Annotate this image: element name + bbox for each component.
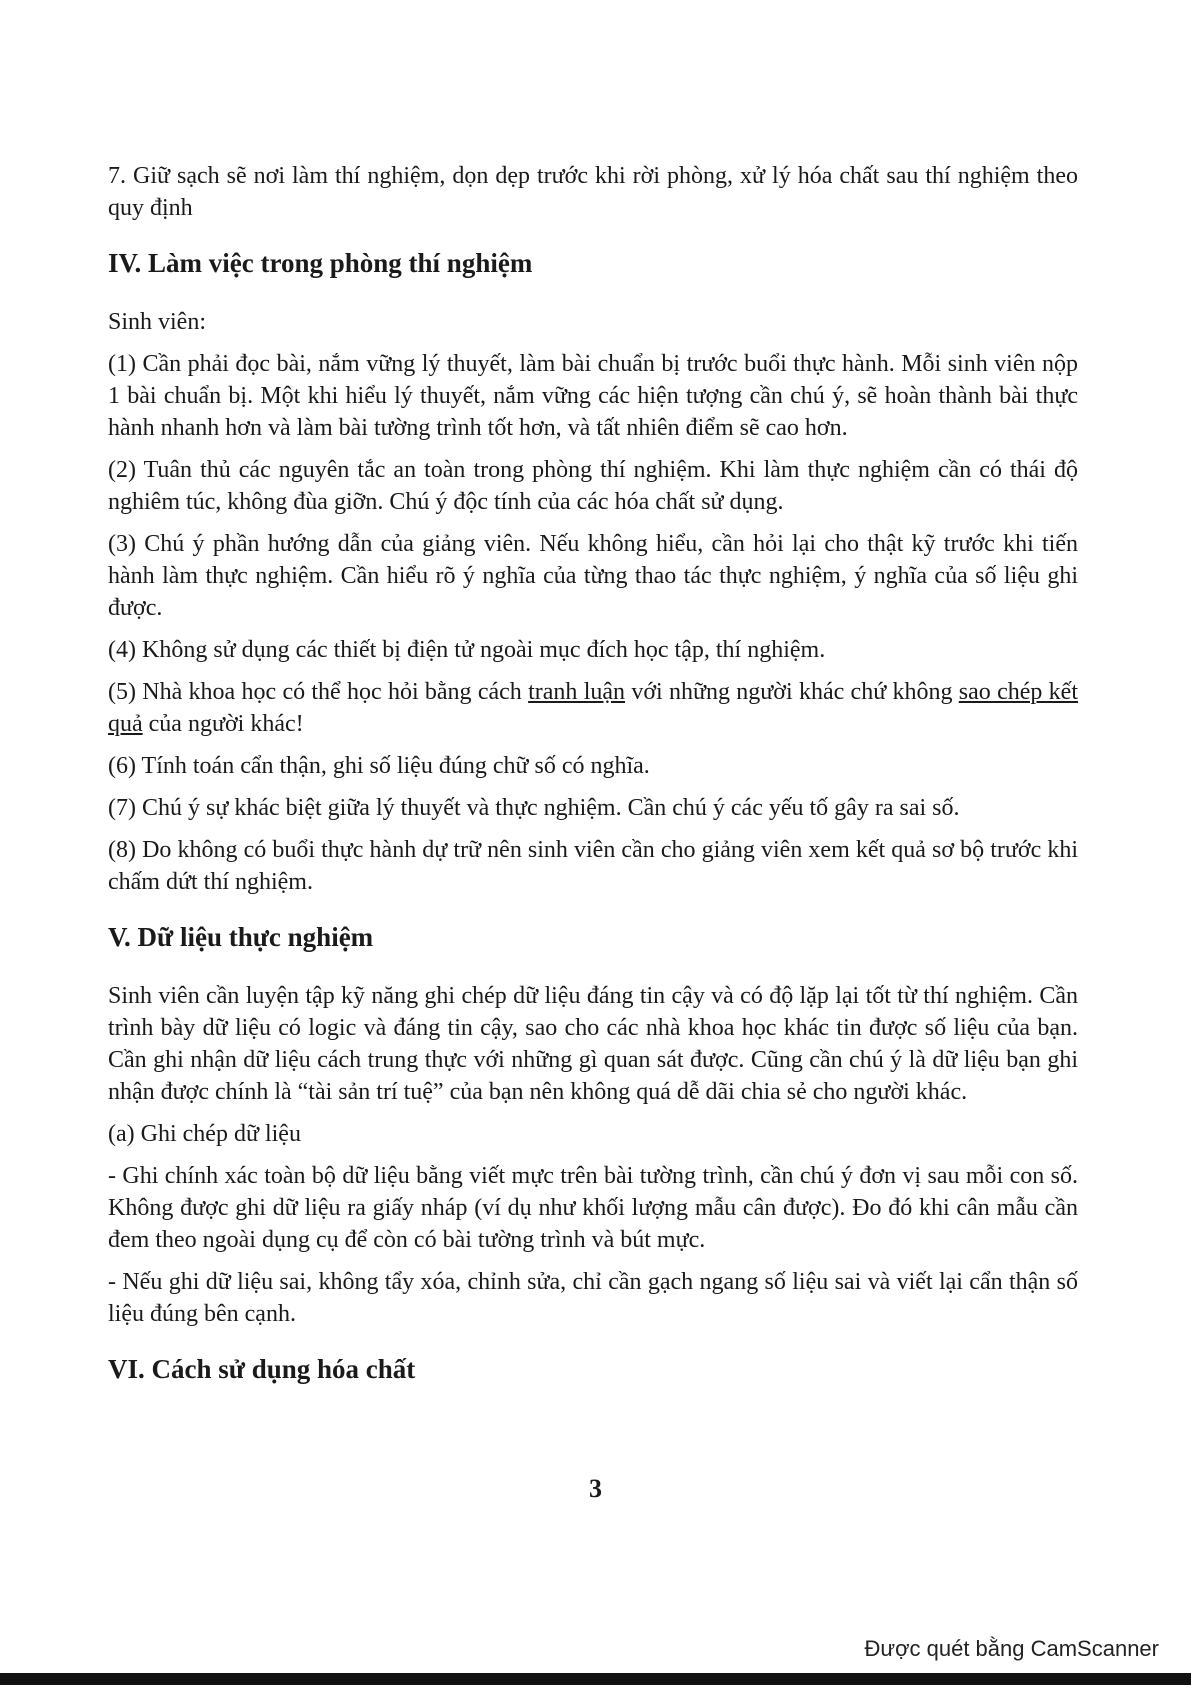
rule-2: (2) Tuân thủ các nguyên tắc an toàn trong phòng thí nghiệm. Khi làm thực nghiệm cần có thái độ nghiêm túc, không đùa giỡn. Chú ý độc tính của các hóa chất sử dụng. xyxy=(108,457,1078,515)
rule-5 xyxy=(108,676,1078,740)
underlined-sao-chep-ket-qua: sao chép kết quả xyxy=(108,679,1078,737)
subsection-a-heading: (a) Ghi chép dữ liệu xyxy=(108,1121,301,1147)
data-bullet-1: - Ghi chính xác toàn bộ dữ liệu bằng viết mực trên bài tường trình, cần chú ý đơn vị sau mỗi con số. Không được ghi dữ liệu ra giấy nháp (ví dụ như khối lượng mẫu cân được). Đo đó khi cân mẫu cần đem theo ngoài dụng cụ để còn có bài tường trình và bút mực. xyxy=(108,1163,1078,1253)
data-bullet-2: - Nếu ghi dữ liệu sai, không tẩy xóa, chỉnh sửa, chỉ cần gạch ngang số liệu sai và viết lại cẩn thận số liệu đúng bên cạnh. xyxy=(108,1269,1078,1327)
rule-8: (8) Do không có buổi thực hành dự trữ nên sinh viên cần cho giảng viên xem kết quả sơ bộ trước khi chấm dứt thí nghiệm. xyxy=(108,837,1078,895)
section-iv-intro: Sinh viên: xyxy=(108,309,207,335)
page-number: 3 xyxy=(589,1474,602,1503)
item-7: 7. Giữ sạch sẽ nơi làm thí nghiệm, dọn dẹp trước khi rời phòng, xử lý hóa chất sau thí nghiệm theo quy định xyxy=(108,163,1078,221)
rule-4: (4) Không sử dụng các thiết bị điện tử ngoài mục đích học tập, thí nghiệm. xyxy=(108,637,826,663)
rule-1: (1) Cần phải đọc bài, nắm vững lý thuyết, làm bài chuẩn bị trước buổi thực hành. Mỗi sinh viên nộp 1 bài chuẩn bị. Một khi hiểu lý thuyết, nắm vững các hiện tượng cần chú ý, sẽ hoàn thành bài thực hành nhanh hơn và làm bài tường trình tốt hơn, và tất nhiên điểm sẽ cao hơn. xyxy=(108,351,1078,441)
section-v-heading: V. Dữ liệu thực nghiệm xyxy=(108,922,374,952)
rule-6: (6) Tính toán cẩn thận, ghi số liệu đúng chữ số có nghĩa. xyxy=(108,753,650,779)
rule-5-part-b: với những người khác chứ không xyxy=(625,679,959,705)
rule-3: (3) Chú ý phần hướng dẫn của giảng viên. Nếu không hiểu, cần hỏi lại cho thật kỹ trước khi tiến hành làm thực nghiệm. Cần hiểu rõ ý nghĩa của từng thao tác thực nghiệm, ý nghĩa của số liệu ghi được. xyxy=(108,531,1078,621)
scan-bottom-edge xyxy=(0,1673,1191,1685)
page-content xyxy=(108,160,1078,1412)
section-iv-heading: IV. Làm việc trong phòng thí nghiệm xyxy=(108,248,533,278)
camscanner-watermark: Được quét bằng CamScanner xyxy=(864,1636,1159,1661)
section-vi-heading: VI. Cách sử dụng hóa chất xyxy=(108,1354,416,1384)
underlined-tranh-luan: tranh luận xyxy=(528,679,626,705)
rule-7: (7) Chú ý sự khác biệt giữa lý thuyết và thực nghiệm. Cần chú ý các yếu tố gây ra sai số. xyxy=(108,795,960,821)
section-v-paragraph: Sinh viên cần luyện tập kỹ năng ghi chép dữ liệu đáng tin cậy và có độ lặp lại tốt từ thí nghiệm. Cần trình bày dữ liệu có logic và đáng tin cậy, sao cho các nhà khoa học khác tin được số liệu của bạn. Cần ghi nhận dữ liệu cách trung thực với những gì quan sát được. Cũng cần chú ý là dữ liệu bạn ghi nhận được chính là “tài sản trí tuệ” của bạn nên không quá dễ dãi chia sẻ cho người khác. xyxy=(108,983,1078,1105)
rule-5-part-c: của người khác! xyxy=(142,711,304,737)
rule-5-part-a: (5) Nhà khoa học có thể học hỏi bằng cách xyxy=(108,679,529,705)
